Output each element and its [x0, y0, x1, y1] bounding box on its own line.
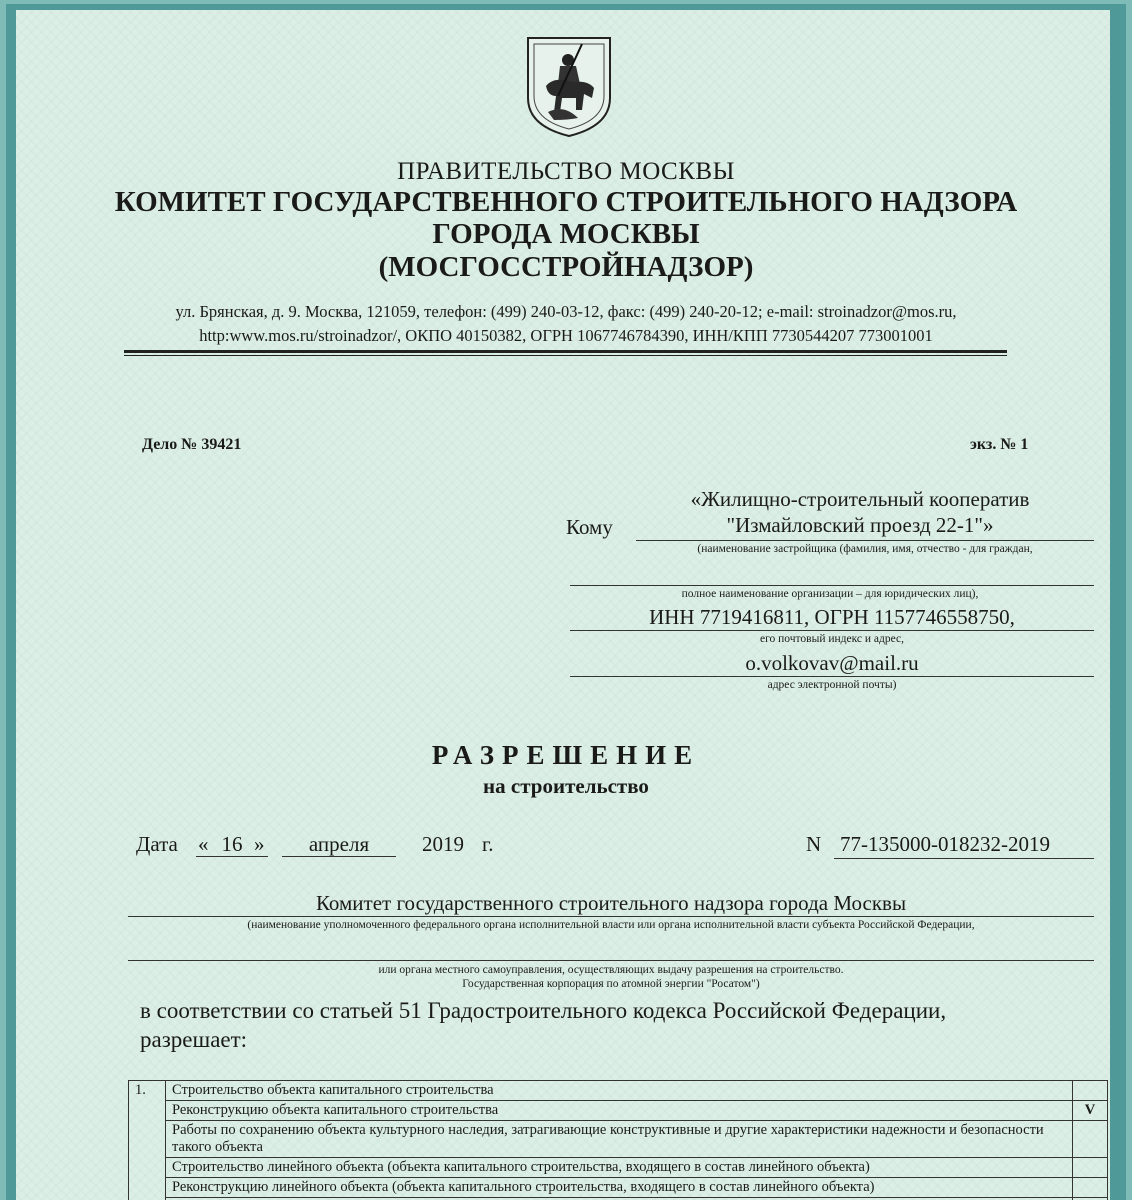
authority-hint-line2: или органа местного самоуправления, осуществляющих выдачу разрешения на строительство. [378, 964, 844, 976]
authority-blank-underline [128, 960, 1094, 961]
permit-number: 77-135000-018232-2019 [840, 832, 1050, 856]
recipient-email-underline [570, 676, 1094, 677]
date-open-quote: « [198, 832, 209, 856]
recipient-name-line2: "Измайловский проезд 22-1"» [726, 513, 994, 537]
authority-name: Комитет государственного строительного надзора города Москвы [315, 891, 907, 915]
date-year-suffix: г. [482, 832, 494, 856]
organization-address-line1: ул. Брянская, д. 9. Москва, 121059, телефон: (499) 240-03-12, факс: (499) 240-20-12; e-mail: stroinadzor@mos.ru, [175, 302, 957, 321]
table-row [129, 1121, 1108, 1158]
date-day: 16 [221, 832, 243, 856]
recipient-email: o.volkovav@mail.ru [745, 651, 919, 675]
header-divider-thick [124, 350, 1007, 353]
header-divider-thin [124, 355, 1007, 356]
table-row [129, 1101, 1108, 1121]
recipient-label: Кому [566, 515, 613, 539]
case-number: Дело № 39421 [142, 436, 242, 453]
document-title: РАЗРЕШЕНИЕ [431, 740, 701, 770]
authority-hint-line1: (наименование уполномоченного федерального органа исполнительной власти или органа исполнительной власти субъекта Российской Федерации, [247, 919, 975, 931]
date-year: 2019 [422, 832, 464, 856]
permit-type-mark: V [1073, 1101, 1108, 1121]
table-row-number: 1. [129, 1081, 166, 1200]
table-row [129, 1178, 1108, 1198]
date-month: апреля [308, 832, 370, 856]
permit-type-table [128, 1080, 1108, 1200]
recipient-blank-underline [570, 585, 1094, 586]
recipient-name-line1: «Жилищно-строительный кооператив [690, 487, 1030, 511]
permit-type-mark [1073, 1178, 1108, 1198]
date-month-underline [282, 856, 396, 857]
date-day-underline [196, 856, 268, 857]
permit-type-label: Реконструкцию линейного объекта (объекта капитального строительства, входящего в состав линейного объекта) [166, 1178, 1073, 1198]
recipient-hint-name: (наименование застройщика (фамилия, имя, отчество - для граждан, [697, 543, 1033, 555]
permit-number-underline [834, 858, 1094, 859]
recipient-hint-email: адрес электронной почты) [767, 679, 897, 691]
organization-address-line2: http:www.mos.ru/stroinadzor/, ОКПО 40150382, ОГРН 1067746784390, ИНН/КПП 7730544207 773001001 [199, 326, 933, 345]
government-heading: ПРАВИТЕЛЬСТВО МОСКВЫ [397, 158, 735, 185]
legal-basis-line1: в соответствии со статьей 51 Градостроительного кодекса Российской Федерации, [140, 998, 947, 1023]
document-subtitle: на строительство [483, 774, 649, 798]
recipient-hint-address: его почтовый индекс и адрес, [759, 633, 904, 645]
recipient-inn-underline [570, 630, 1094, 631]
recipient-inn-ogrn: ИНН 7719416811, ОГРН 1157746558750, [649, 605, 1015, 629]
organization-name-line2: ГОРОДА МОСКВЫ [432, 218, 700, 250]
recipient-name-underline [636, 540, 1094, 541]
table-row [129, 1081, 1108, 1101]
permit-number-label: N [806, 832, 822, 856]
organization-name-line1: КОМИТЕТ ГОСУДАРСТВЕННОГО СТРОИТЕЛЬНОГО НАДЗОРА [114, 186, 1018, 218]
recipient-hint-org: полное наименование организации – для юридических лиц), [681, 588, 979, 600]
date-close-quote: » [254, 832, 265, 856]
copy-number: экз. № 1 [970, 436, 1029, 453]
permit-type-label: Строительство линейного объекта (объекта капитального строительства, входящего в состав линейного объекта) [166, 1158, 1073, 1178]
permit-type-mark [1073, 1121, 1108, 1158]
organization-abbreviation: (МОСГОССТРОЙНАДЗОР) [378, 251, 754, 283]
permit-type-mark [1073, 1158, 1108, 1178]
authority-name-underline [128, 916, 1094, 917]
legal-basis-line2: разрешает: [140, 1027, 248, 1052]
date-label: Дата [136, 832, 178, 856]
permit-type-label: Работы по сохранению объекта культурного наследия, затрагивающие конструктивные и другие характеристики надежности и безопасности такого объекта [166, 1121, 1073, 1158]
authority-hint-line3: Государственная корпорация по атомной энергии "Росатом") [462, 978, 760, 990]
moscow-coat-of-arms-icon [524, 36, 614, 138]
permit-type-label: Реконструкцию объекта капитального строительства [166, 1101, 1073, 1121]
permit-type-mark [1073, 1081, 1108, 1101]
permit-type-label: Строительство объекта капитального строительства [166, 1081, 1073, 1101]
table-row [129, 1158, 1108, 1178]
